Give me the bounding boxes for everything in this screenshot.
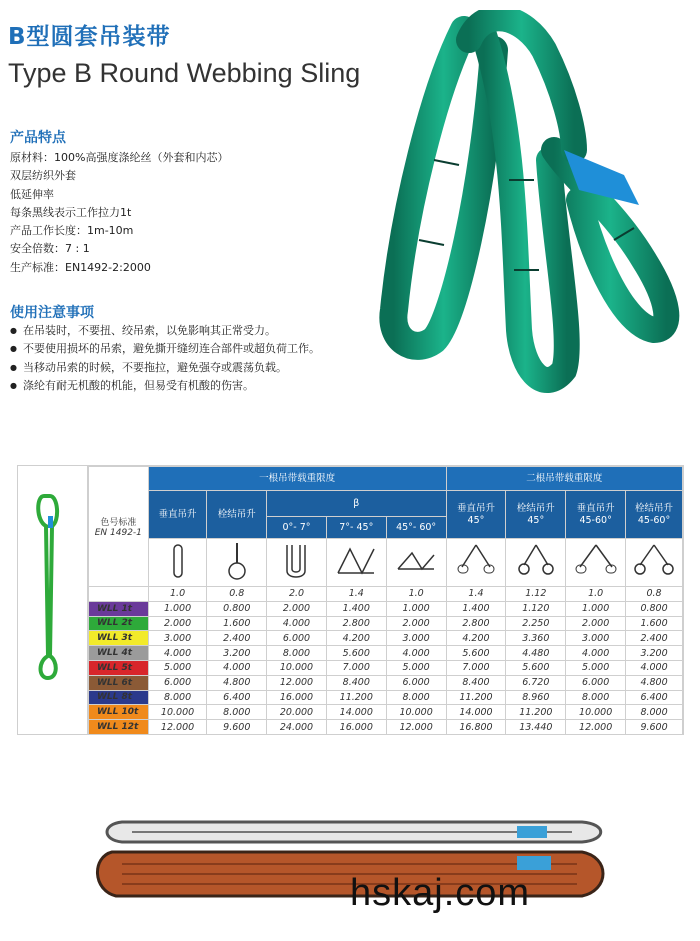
wll-value-cell: 8.000 (566, 690, 626, 705)
wll-value-cell: 20.000 (267, 705, 327, 720)
wll-value-cell: 6.000 (386, 675, 446, 690)
table-row (89, 616, 683, 631)
wll-value-cell: 2.800 (326, 616, 386, 631)
wll-value-cell: 11.200 (326, 690, 386, 705)
wll-value-cell: 2.800 (446, 616, 506, 631)
wll-value-cell: 0.800 (207, 601, 267, 616)
dbl-choke-icon (506, 539, 566, 587)
wll-value-cell: 11.200 (506, 705, 566, 720)
dbl-vertical-label: 垂直吊升 (456, 502, 495, 514)
table-row (89, 675, 683, 690)
feature-item: 产品工作长度：1m-10m (10, 224, 134, 238)
factor-cell: 0.8 (207, 587, 267, 602)
feature-item: 安全倍数：7 : 1 (10, 242, 90, 256)
round-sling-photo (374, 10, 696, 400)
notes-list (10, 322, 320, 396)
wll-value-cell: 6.720 (506, 675, 566, 690)
color-standard-cell (89, 467, 149, 587)
wll-value-cell: 4.000 (148, 646, 207, 661)
wll-value-cell: 1.000 (566, 601, 626, 616)
note-item: ● 不要使用损坏的吊索，避免撕开缝纫连合部件或超负荷工作。 (10, 340, 320, 358)
wll-value-cell: 4.000 (207, 660, 267, 675)
wll-value-cell: 3.360 (506, 631, 566, 646)
col-angle-1: 0°- 7° (267, 517, 327, 539)
wll-value-cell: 1.120 (506, 601, 566, 616)
feature-item: 每条黑线表示工作拉力1t (10, 205, 132, 219)
wll-value-cell: 2.000 (386, 616, 446, 631)
feature-item: 生产标准：EN1492-2:2000 (10, 260, 151, 274)
factor-cell: 2.0 (267, 587, 327, 602)
col-angle-2: 7°- 45° (326, 517, 386, 539)
col-dbl-vertical2 (566, 491, 626, 539)
factor-cell: 0.8 (626, 587, 683, 602)
wll-label-cell: WLL 10t (89, 705, 149, 720)
wll-value-cell: 24.000 (267, 720, 327, 735)
wll-value-cell: 13.440 (506, 720, 566, 735)
wll-value-cell: 6.000 (148, 675, 207, 690)
basket-angle-icon (326, 539, 386, 587)
wll-label-cell: WLL 5t (89, 660, 149, 675)
wll-value-cell: 4.800 (626, 675, 683, 690)
wll-value-cell: 3.200 (626, 646, 683, 661)
dbl-vertical2-angle: 45-60° (579, 514, 612, 526)
title-en: Type B Round Webbing Sling (8, 58, 361, 88)
wll-value-cell: 14.000 (326, 705, 386, 720)
dbl-vertical-icon (446, 539, 506, 587)
wll-value-cell: 2.400 (207, 631, 267, 646)
wll-value-cell: 2.000 (566, 616, 626, 631)
wll-value-cell: 8.400 (446, 675, 506, 690)
factor-cell: 1.0 (386, 587, 446, 602)
col-angle-3: 45°- 60° (386, 517, 446, 539)
table-row (89, 720, 683, 735)
wll-value-cell: 4.480 (506, 646, 566, 661)
wll-value-cell: 8.400 (326, 675, 386, 690)
choke-lift-icon (207, 539, 267, 587)
factor-cell: 1.12 (506, 587, 566, 602)
table-row (89, 690, 683, 705)
wll-label-cell: WLL 3t (89, 631, 149, 646)
wll-value-cell: 8.000 (267, 646, 327, 661)
wll-value-cell: 8.000 (626, 705, 683, 720)
note-item: ● 在吊装时，不要扭、绞吊索，以免影响其正常受力。 (10, 322, 320, 340)
wll-label-cell: WLL 12t (89, 720, 149, 735)
wll-value-cell: 7.000 (446, 660, 506, 675)
col-beta: β (267, 491, 446, 517)
wll-value-cell: 8.000 (207, 705, 267, 720)
wll-value-cell: 4.000 (566, 646, 626, 661)
wll-value-cell: 10.000 (267, 660, 327, 675)
factor-row (89, 587, 683, 602)
wll-value-cell: 0.800 (626, 601, 683, 616)
wll-value-cell: 2.400 (626, 631, 683, 646)
wll-value-cell: 6.000 (566, 675, 626, 690)
table-row (89, 646, 683, 661)
vertical-lift-icon (148, 539, 207, 587)
wll-value-cell: 1.000 (148, 601, 207, 616)
feature-item: 原材料：100%高强度涤纶丝（外套和内芯） (10, 151, 229, 164)
features-title: 产品特点 (10, 130, 66, 146)
col-dbl-choke2 (626, 491, 683, 539)
group-double-header: 二根吊带载重限度 (446, 467, 682, 491)
table-row (89, 705, 683, 720)
wll-value-cell: 10.000 (566, 705, 626, 720)
notes-title: 使用注意事项 (10, 305, 94, 321)
wll-value-cell: 10.000 (386, 705, 446, 720)
wll-value-cell: 12.000 (148, 720, 207, 735)
note-item: ● 当移动吊索的时候，不要拖拉，避免强夺或震荡负载。 (10, 359, 320, 377)
wll-value-cell: 5.600 (446, 646, 506, 661)
wll-value-cell: 3.000 (148, 631, 207, 646)
basket-lift-icon (267, 539, 327, 587)
wll-value-cell: 4.200 (446, 631, 506, 646)
wll-value-cell: 3.200 (207, 646, 267, 661)
wll-value-cell: 4.000 (386, 646, 446, 661)
wll-value-cell: 3.000 (386, 631, 446, 646)
feature-item: 低延伸率 (10, 187, 54, 201)
wll-value-cell: 1.400 (446, 601, 506, 616)
factor-label-cell (89, 587, 149, 602)
table-row (89, 601, 683, 616)
wll-value-cell: 16.000 (326, 720, 386, 735)
wll-value-cell: 5.000 (566, 660, 626, 675)
wll-value-cell: 9.600 (626, 720, 683, 735)
wll-value-cell: 16.800 (446, 720, 506, 735)
wll-value-cell: 2.000 (267, 601, 327, 616)
wll-value-cell: 8.000 (386, 690, 446, 705)
wll-value-cell: 5.000 (148, 660, 207, 675)
wll-value-cell: 14.000 (446, 705, 506, 720)
wll-value-cell: 1.600 (626, 616, 683, 631)
dbl-vertical2-icon (566, 539, 626, 587)
wll-value-cell: 8.960 (506, 690, 566, 705)
features-list (10, 149, 228, 277)
feature-item: 双层纺织外套 (10, 169, 76, 183)
watermark-text: hskaj.com (350, 872, 531, 914)
load-table (17, 465, 684, 735)
factor-cell: 1.4 (326, 587, 386, 602)
note-item: ● 涤纶有耐无机酸的机能，但易受有机酸的伤害。 (10, 377, 320, 395)
wll-value-cell: 5.600 (506, 660, 566, 675)
col-choke: 栓结吊升 (207, 491, 267, 539)
dbl-choke2-angle: 45-60° (637, 514, 671, 526)
wll-label-cell: WLL 6t (89, 675, 149, 690)
color-standard-label: 色号标准 (100, 518, 137, 528)
wll-value-cell: 6.400 (207, 690, 267, 705)
wll-value-cell: 6.000 (267, 631, 327, 646)
dbl-choke2-icon (626, 539, 683, 587)
wll-rows (89, 601, 683, 734)
group-single-header: 一根吊带载重限度 (148, 467, 446, 491)
col-dbl-vertical (446, 491, 506, 539)
wll-value-cell: 12.000 (267, 675, 327, 690)
col-dbl-choke (506, 491, 566, 539)
wll-value-cell: 1.600 (207, 616, 267, 631)
wll-value-cell: 7.000 (326, 660, 386, 675)
color-standard-code: EN 1492-1 (94, 528, 142, 538)
dbl-choke2-label: 栓结吊升 (635, 502, 674, 514)
wll-value-cell: 12.000 (566, 720, 626, 735)
wll-value-cell: 9.600 (207, 720, 267, 735)
wll-value-cell: 2.000 (148, 616, 207, 631)
wll-value-cell: 5.600 (326, 646, 386, 661)
wll-value-cell: 4.000 (267, 616, 327, 631)
wll-label-cell: WLL 8t (89, 690, 149, 705)
basket-wide-icon (386, 539, 446, 587)
dbl-choke-label: 栓结吊升 (516, 502, 555, 514)
table-row (89, 631, 683, 646)
wll-value-cell: 1.400 (326, 601, 386, 616)
wll-value-cell: 2.250 (506, 616, 566, 631)
wll-label-cell: WLL 4t (89, 646, 149, 661)
wll-value-cell: 11.200 (446, 690, 506, 705)
factor-cell: 1.0 (148, 587, 207, 602)
wll-value-cell: 1.000 (386, 601, 446, 616)
wll-value-cell: 3.000 (566, 631, 626, 646)
table-row (89, 660, 683, 675)
wll-value-cell: 8.000 (148, 690, 207, 705)
wll-value-cell: 6.400 (626, 690, 683, 705)
wll-value-cell: 4.000 (626, 660, 683, 675)
wll-value-cell: 16.000 (267, 690, 327, 705)
wll-value-cell: 10.000 (148, 705, 207, 720)
table-left-panel (18, 466, 88, 734)
sling-diagram-icon (18, 466, 88, 734)
wll-value-cell: 12.000 (386, 720, 446, 735)
wll-value-cell: 4.200 (326, 631, 386, 646)
factor-cell: 1.0 (566, 587, 626, 602)
title-cn: B型圆套吊装带 (8, 24, 171, 50)
load-table-grid (88, 466, 683, 735)
dbl-vertical2-label: 垂直吊升 (576, 502, 615, 514)
col-vertical: 垂直吊升 (148, 491, 207, 539)
wll-value-cell: 5.000 (386, 660, 446, 675)
factor-cell: 1.4 (446, 587, 506, 602)
wll-label-cell: WLL 1t (89, 601, 149, 616)
wll-value-cell: 4.800 (207, 675, 267, 690)
dbl-vertical-angle: 45° (467, 514, 485, 526)
dbl-choke-angle: 45° (527, 514, 545, 526)
wll-label-cell: WLL 2t (89, 616, 149, 631)
